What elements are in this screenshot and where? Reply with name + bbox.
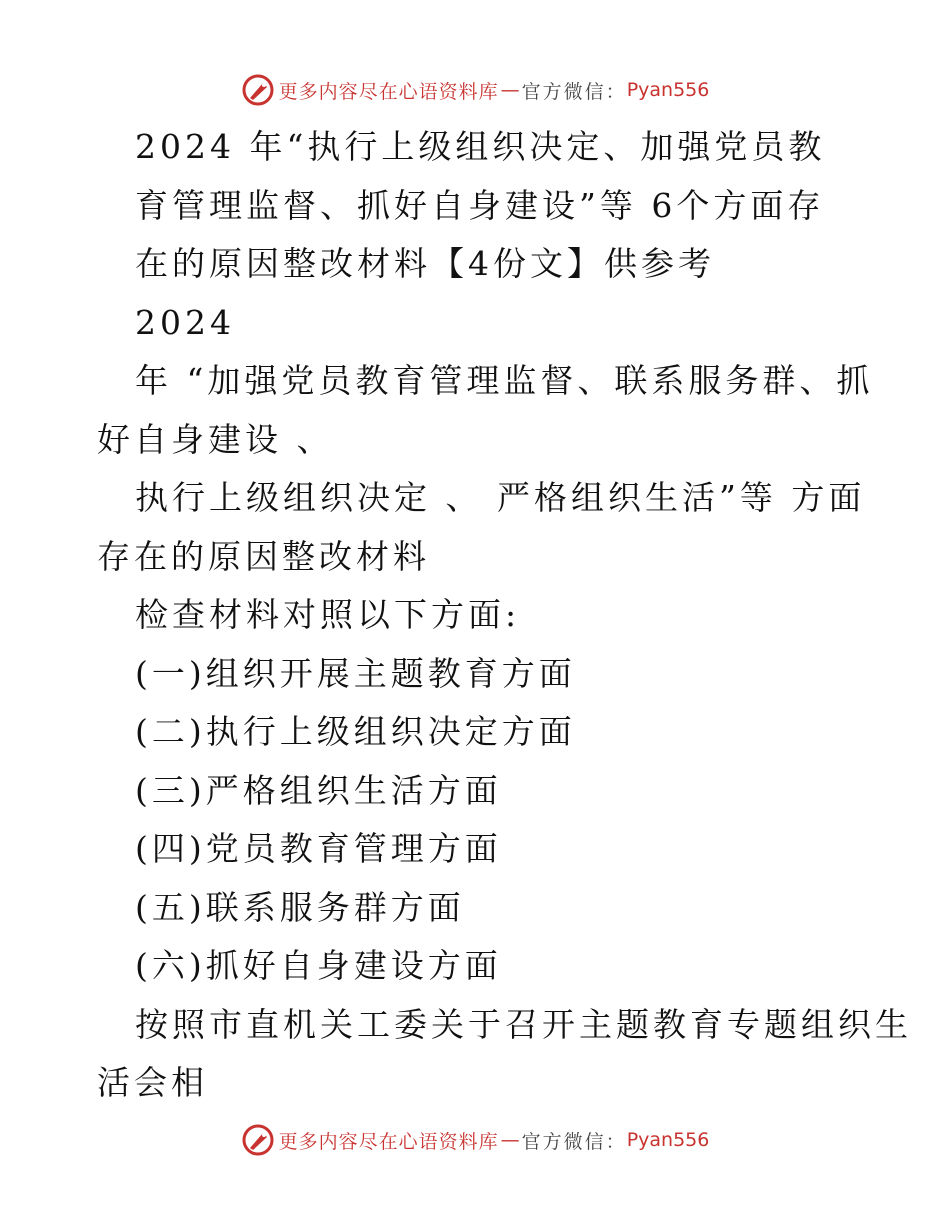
title-line-1: 2024 年“执行上级组织决定、加强党员教 [135, 127, 826, 166]
list-item: (二)执行上级组织决定方面 [135, 712, 576, 751]
paragraph-line: 按照市直机关工委关于召开主题教育专题组织生 [135, 1004, 912, 1044]
paragraph-line: 存在的原因整改材料 [97, 536, 430, 576]
watermark-official-text: 官方微信： [521, 1130, 627, 1153]
watermark-banner-bottom [0, 1120, 950, 1160]
paragraph-line: 2024 [135, 302, 235, 342]
section-intro: 检查材料对照以下方面: [135, 595, 521, 634]
pen-nib-logo-icon [241, 1123, 275, 1157]
title-line-2: 育管理监督、抓好自身建设”等 6个方面存 [135, 185, 825, 225]
watermark-brand-text: 更多内容尽在心语资料库 [278, 1130, 499, 1153]
list-item: (六)抓好自身建设方面 [135, 946, 502, 985]
watermark-official-text: 官方微信： [521, 80, 627, 103]
title-line-3: 在的原因整改材料【4份文】供参考 [135, 244, 715, 283]
paragraph-line: 活会相 [97, 1063, 208, 1102]
pen-nib-logo-icon [241, 73, 275, 107]
watermark-separator: — [500, 79, 520, 101]
document-body [0, 118, 950, 1113]
list-item: (一)组织开展主题教育方面 [135, 653, 576, 693]
list-item: (三)严格组织生活方面 [135, 770, 502, 810]
watermark-account: Pyan556 [626, 79, 710, 101]
paragraph-line: 好自身建设 、 [97, 419, 334, 459]
watermark-account: Pyan556 [626, 1129, 710, 1151]
watermark-brand-text: 更多内容尽在心语资料库 [278, 80, 499, 103]
watermark-separator: — [500, 1129, 520, 1151]
watermark-banner-top [0, 70, 950, 110]
paragraph-line: 执行上级组织决定 、 严格组织生活”等 方面 [135, 478, 866, 517]
paragraph-line: 年 “加强党员教育管理监督、联系服务群、抓 [135, 361, 874, 400]
list-item: (四)党员教育管理方面 [135, 829, 502, 868]
list-item: (五)联系服务群方面 [135, 887, 465, 927]
